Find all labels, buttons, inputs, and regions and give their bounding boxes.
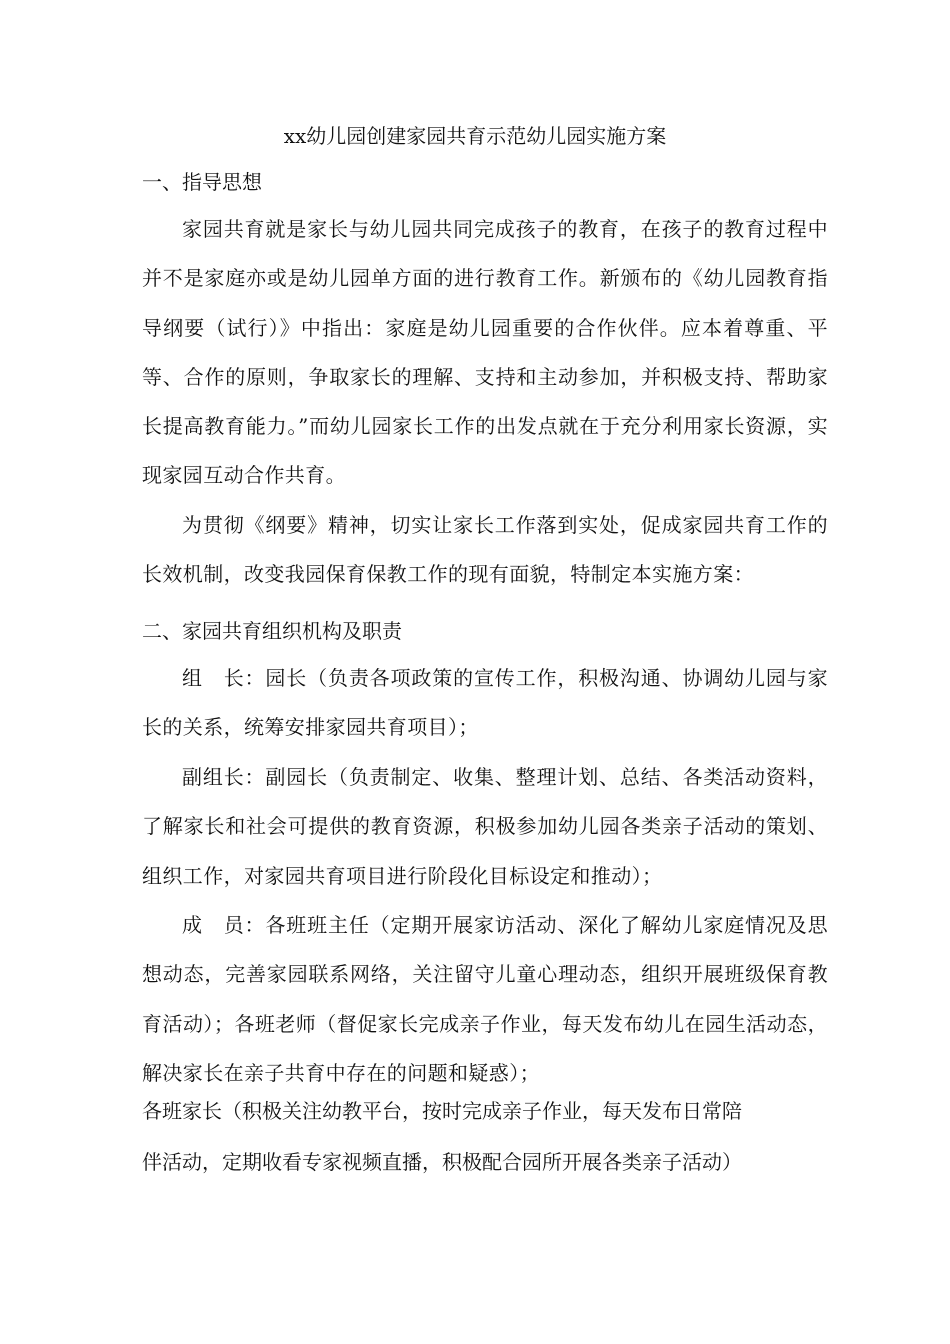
paragraph-home-school-coeducation: 家园共育就是家长与幼儿园共同完成孩子的教育，在孩子的教育过程中并不是家庭亦或是幼儿园单方面的进行教育工作。新颁布的《幼儿园教育指导纲要（试行）》中指出：家庭是幼儿园重要的合作伙伴。应本着尊重、平等、合作的原则，争取家长的理解、支持和主动参加，并积极支持、帮助家长提高教育能力。”而幼儿园家长工作的出发点就在于充分利用家长资源，实现家园互动合作共育。 bbox=[142, 217, 828, 488]
paragraph-group-leader: 组 长：园长（负责各项政策的宣传工作，积极沟通、协调幼儿园与家长的关系，统筹安排家园共育项目）； bbox=[142, 666, 828, 740]
paragraph-implementation-purpose: 为贯彻《纲要》精神，切实让家长工作落到实处，促成家园共育工作的长效机制，改变我园保育保教工作的现有面貌，特制定本实施方案： bbox=[142, 513, 828, 587]
parents-line-2: 伴活动，定期收看专家视频直播，积极配合园所开展各类亲子活动） bbox=[142, 1150, 742, 1174]
section-heading-organization: 二、家园共育组织机构及职责 bbox=[142, 619, 402, 643]
document-title: xx幼儿园创建家园共育示范幼儿园实施方案 bbox=[283, 124, 667, 148]
section-heading-guiding-ideology: 一、指导思想 bbox=[142, 170, 262, 194]
paragraph-deputy-leader: 副组长：副园长（负责制定、收集、整理计划、总结、各类活动资料，了解家长和社会可提供的教育资源，积极参加幼儿园各类亲子活动的策划、组织工作，对家园共育项目进行阶段化目标设定和推动）； bbox=[142, 765, 828, 888]
parents-line-1: 各班家长（积极关注幼教平台，按时完成亲子作业，每天发布日常陪 bbox=[142, 1099, 742, 1123]
paragraph-members: 成 员：各班班主任（定期开展家访活动、深化了解幼儿家庭情况及思想动态，完善家园联系网络，关注留守儿童心理动态，组织开展班级保育教育活动）；各班老师（督促家长完成亲子作业，每天发布幼儿在园生活动态，解决家长在亲子共育中存在的问题和疑惑）； bbox=[142, 913, 828, 1085]
